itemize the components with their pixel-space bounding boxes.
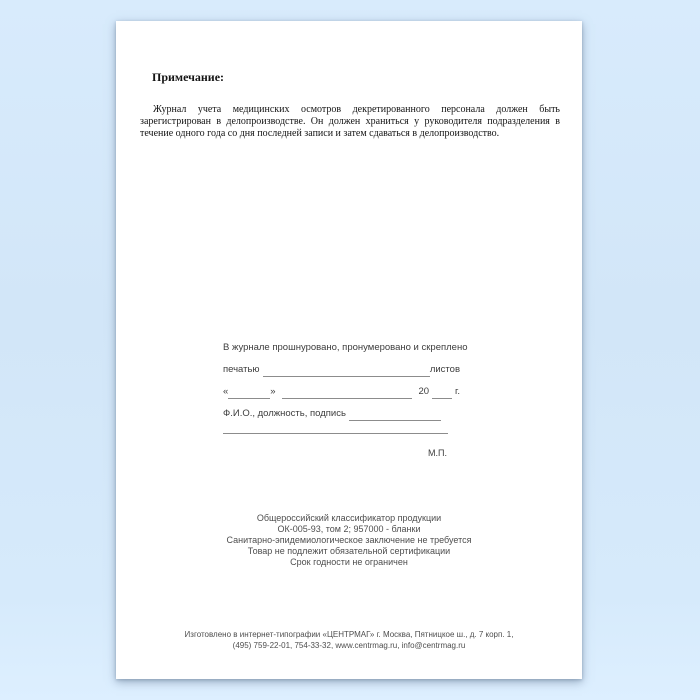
certification-line: Срок годности не ограничен bbox=[290, 557, 408, 567]
seal-form-line-1 bbox=[223, 337, 468, 359]
extra-blank-line bbox=[223, 433, 448, 434]
stamp-place-label: М.П. bbox=[428, 448, 447, 458]
signature-label: Ф.И.О., должность, подпись bbox=[223, 408, 346, 419]
seal-form-signature-line bbox=[223, 403, 460, 425]
document-page bbox=[116, 21, 582, 679]
date-year-blank-line bbox=[432, 398, 452, 399]
note-heading: Примечание: bbox=[152, 70, 225, 84]
certification-line: Товар не подлежит обязательной сертификации bbox=[247, 546, 451, 556]
certification-line: Санитарно-эпидемиологическое заключение не требуется bbox=[226, 535, 472, 545]
date-close-quote: » bbox=[270, 386, 276, 397]
print-shop-footer bbox=[116, 629, 582, 651]
date-year-suffix: г. bbox=[455, 386, 460, 397]
seal-form-line-1-text: В журнале прошнуровано, пронумеровано и скреплено bbox=[223, 342, 468, 353]
certification-line: ОК-005-93, том 2; 957000 - бланки bbox=[277, 524, 421, 534]
signature-blank-line bbox=[349, 420, 441, 421]
seal-certification-form bbox=[223, 337, 468, 441]
seal-form-date-line bbox=[223, 381, 460, 403]
date-month-blank-line bbox=[282, 398, 413, 399]
date-open-quote: « bbox=[223, 386, 229, 397]
date-day-blank-line bbox=[228, 398, 270, 399]
sheets-count-blank-line bbox=[263, 376, 430, 377]
seal-form-extra-line bbox=[223, 425, 460, 441]
certification-block bbox=[116, 513, 582, 568]
sheets-count-label-suffix: листов bbox=[429, 364, 460, 375]
footer-line: Изготовлено в интернет-типографии «ЦЕНТРМАГ» г. Москва, Пятницкое ш., д. 7 корп. 1, bbox=[184, 630, 514, 639]
seal-form-line-2 bbox=[223, 359, 460, 381]
footer-line: (495) 759-22-01, 754-33-32, www.centrmag.ru, info@centrmag.ru bbox=[232, 641, 466, 650]
certification-line: Общероссийский классификатор продукции bbox=[256, 513, 442, 523]
note-paragraph: Журнал учета медицинских осмотров декретированного персонала должен быть зарегистрирован в делопроизводстве. Он должен храниться у руководителя подразделения в течение одного года со дня последней записи и затем сдаваться в делопроизводство. bbox=[140, 104, 560, 139]
sheets-count-label-prefix: печатью bbox=[223, 364, 260, 375]
date-year-prefix: 20 bbox=[418, 386, 430, 397]
